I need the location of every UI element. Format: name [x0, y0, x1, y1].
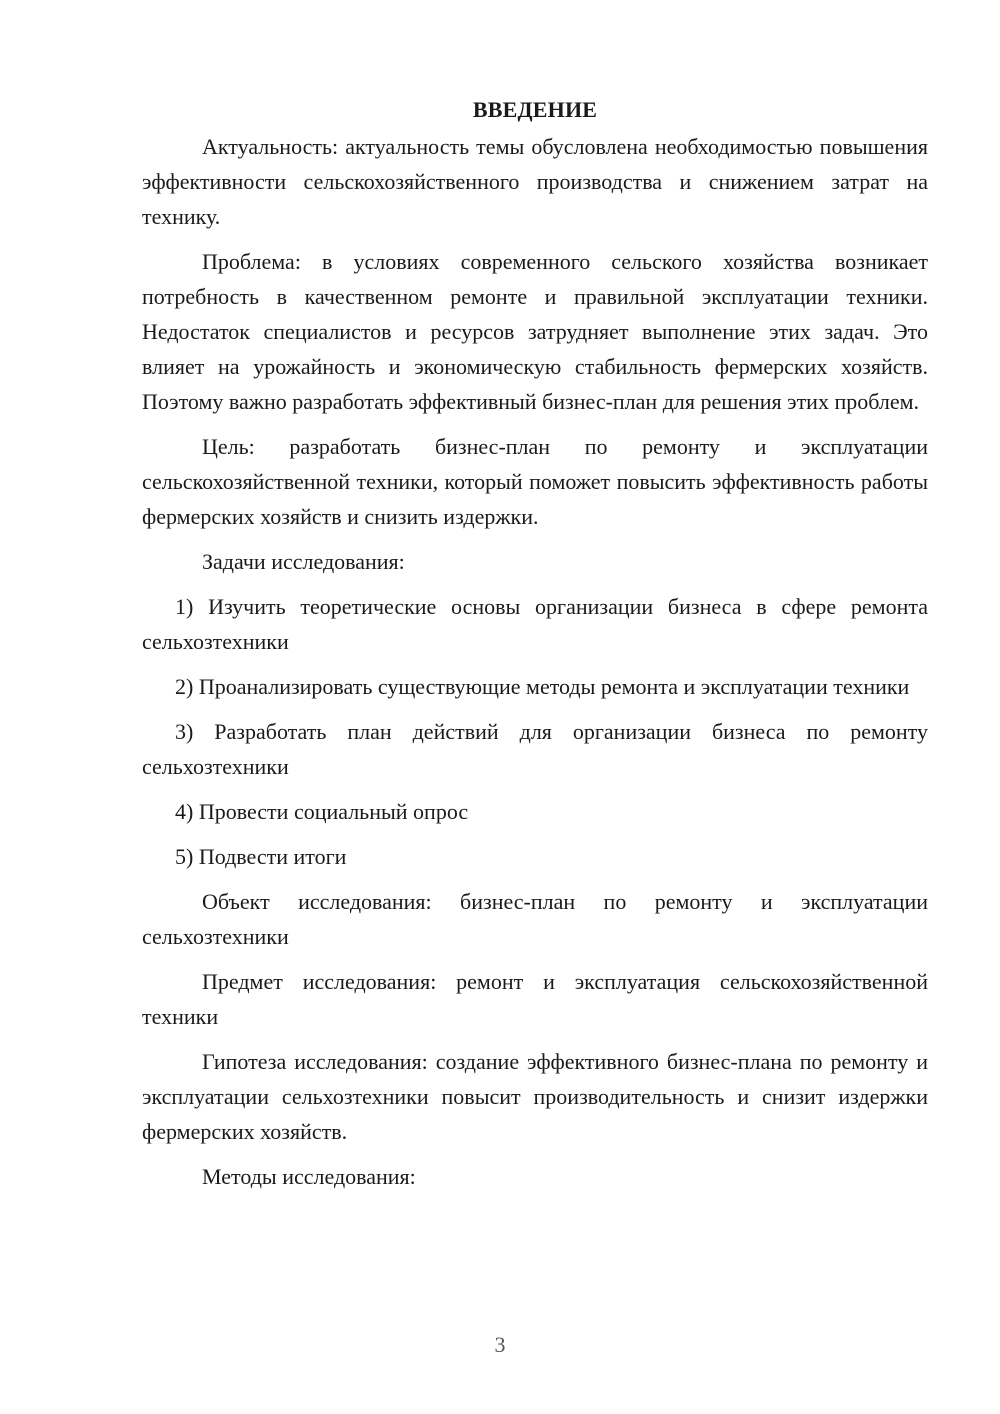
- paragraph-goal: Цель: разработать бизнес-план по ремонту и эксплуатации сельскохозяйственной техники, который поможет повысить эффективность работы фермерских хозяйств и снизить издержки.: [142, 434, 928, 529]
- paragraph-subject: Предмет исследования: ремонт и эксплуатация сельскохозяйственной техники: [142, 969, 928, 1029]
- list-item: 4) Провести социальный опрос: [175, 799, 469, 824]
- list-item: 1) Изучить теоретические основы организации бизнеса в сфере ремонта сельхозтехники: [142, 594, 928, 654]
- paragraph-hypothesis: Гипотеза исследования: создание эффективного бизнес-плана по ремонту и эксплуатации сельхозтехники повысит производительность и снизит издержки фермерских хозяйств.: [142, 1049, 928, 1144]
- document-page: [142, 92, 928, 1204]
- list-item: 2) Проанализировать существующие методы ремонта и эксплуатации техники: [175, 674, 910, 699]
- paragraph-tasks-heading: Задачи исследования:: [202, 549, 405, 574]
- list-item: 3) Разработать план действий для организации бизнеса по ремонту сельхозтехники: [142, 719, 928, 779]
- paragraph-problem: Проблема: в условиях современного сельского хозяйства возникает потребность в качественном ремонте и правильной эксплуатации техники. Недостаток специалистов и ресурсов затрудняет выполнение этих задач. Это влияет на урожайность и экономическую стабильность фермерских хозяйств. Поэтому важно разработать эффективный бизнес-план для решения этих проблем.: [142, 249, 928, 414]
- section-title: ВВЕДЕНИЕ: [472, 97, 598, 122]
- list-item: 5) Подвести итоги: [175, 844, 347, 869]
- task-list: [142, 589, 928, 874]
- page-number: 3: [494, 1332, 506, 1357]
- paragraph-object: Объект исследования: бизнес-план по ремонту и эксплуатации сельхозтехники: [142, 889, 928, 949]
- paragraph-methods: Методы исследования:: [202, 1164, 416, 1189]
- paragraph-relevance: Актуальность: актуальность темы обусловлена необходимостью повышения эффективности сельскохозяйственного производства и снижением затрат на технику.: [142, 134, 928, 229]
